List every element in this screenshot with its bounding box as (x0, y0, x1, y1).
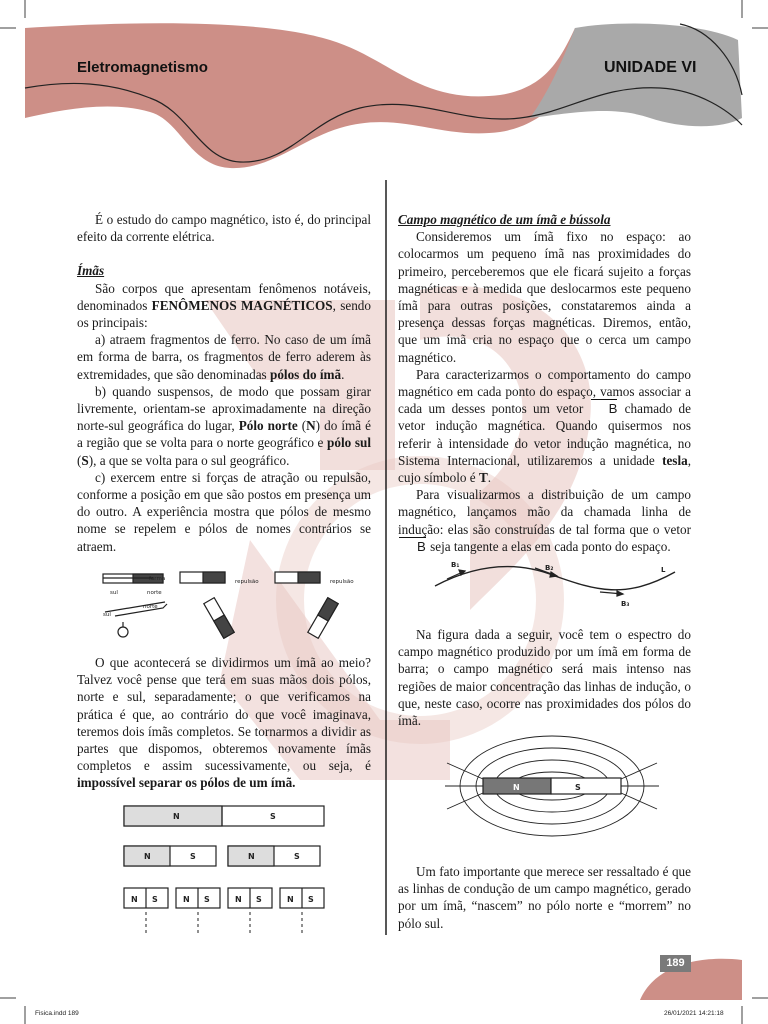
svg-text:S: S (190, 852, 196, 861)
svg-text:N: N (144, 852, 151, 861)
svg-text:S: S (204, 895, 210, 904)
svg-text:forma: forma (149, 576, 166, 582)
label-b3: B₃ (621, 600, 630, 608)
item-c: c) exercem entre si forças de atração ou repulsão, conforme a posição em que são postos em presença um do outro. A experiência mostra que pólos de mesmo nome se repelem e pólos de nomes contrários se atraem. (77, 469, 371, 554)
svg-text:N: N (183, 895, 190, 904)
footer-file-name: Fisica.indd 189 (35, 1010, 79, 1017)
svg-text:N: N (131, 895, 138, 904)
right-column (398, 211, 691, 555)
vector-b-symbol: B (398, 538, 427, 555)
induction-line (435, 567, 675, 590)
item-b: b) quando suspensos, de modo que possam girar livremente, orientam-se aproximadamente na direção norte-sul geográfica do lugar, Pólo norte (N) do ímã é a região que se volta para o norte geográfico e pólo sul (S), a que se volta para o sul geográfico. (77, 383, 371, 468)
paragraph-nascem-morrem: Um fato importante que merece ser ressaltado é que as linhas de condução de um campo magnético, gerado por um ímã, “nascem” no pólo norte e “morrem” no pólo sul. (398, 864, 691, 931)
bar-magnet-field-figure (445, 733, 660, 843)
induction-line-figure (425, 550, 685, 612)
paragraph-ima-fixo: Consideremos um ímã fixo no espaço: ao colocarmos um pequeno ímã nas proximidades do primeiro, perceberemos que ele ficará sujeito a forças magnéticas e à medida que deslocarmos este pequeno ímã para outras posições, constataremos ainda a presença dessas forças magnéticas. Diremos, então, que um ímã cria no espaço que o cerca um campo magnético. (398, 229, 691, 365)
footer-rose-shape (640, 959, 742, 1000)
intro-paragraph: É o estudo do campo magnético, isto é, do principal efeito da corrente elétrica. (77, 212, 371, 245)
left-column (77, 211, 371, 555)
paragraph-espectro: Na figura dada a seguir, você tem o espectro do campo magnético produzido por um ímã em forma de barra; o campo magnético será mais intenso nas regiões de maior concentração das linhas de indução, o que, neste caso, ocorre nas proximidades dos pólos do ímã. (398, 627, 691, 729)
magnet-s-label: S (270, 812, 276, 821)
svg-text:repulsão: repulsão (330, 579, 354, 585)
section-title-campo: Campo magnético de um ímã e bússola (398, 212, 611, 227)
page-number: 189 (660, 955, 691, 972)
item-a: a) atraem fragmentos de ferro. No caso de um ímã em forma de barra, os fragmentos de ferro aderem às extremidades, que são denominadas pólos do ímã. (77, 332, 371, 382)
right-column-lower (398, 863, 691, 932)
right-column-middle (398, 626, 691, 729)
paragraph-fenomenos: São corpos que apresentam fenômenos notáveis, denominados FENÔMENOS MAGNÉTICOS, sendo os principais: (77, 280, 371, 331)
svg-text:N: N (235, 895, 242, 904)
svg-text:S: S (294, 852, 300, 861)
paragraph-linha-inducao: Para visualizarmos a distribuição de um campo magnético, lançamos mão da chamada linha de indução: elas são construídas de tal forma que o vetor B seja tangente a elas em cada ponto do espaço. (398, 487, 691, 554)
svg-text:N: N (513, 783, 520, 792)
svg-text:norte: norte (147, 590, 162, 596)
label-b1: B₁ (451, 561, 460, 569)
svg-text:S: S (575, 783, 581, 792)
magnet-division-figure (120, 800, 330, 938)
paragraph-dividir-ima: O que acontecerá se dividirmos um ímã ao meio? Talvez você pense que terá em suas mãos dois pólos, norte e sul, separadamente; o que verificamos na prática é que, ao contrário do que você imaginava, teremos dois ímãs completos. Se tornarmos a dividir as partes que dispomos, obteremos novamente ímãs completos e assim sucessivamente, ou seja, é impossível separar os pólos de um ímã. (77, 655, 371, 791)
left-column-lower (77, 654, 371, 792)
chapter-title: Eletromagnetismo (77, 59, 208, 76)
svg-text:sul: sul (103, 612, 111, 618)
footer-timestamp: 26/01/2021 14:21:18 (664, 1010, 724, 1017)
magnet-n-label: N (173, 812, 180, 821)
svg-text:N: N (287, 895, 294, 904)
bar-magnet-south (551, 778, 621, 794)
svg-text:N: N (248, 852, 255, 861)
svg-text:repulsão: repulsão (235, 579, 259, 585)
label-l: L (661, 566, 666, 574)
svg-text:sul: sul (110, 590, 118, 596)
section-title-imas: Ímãs (77, 263, 105, 279)
magnet-interaction-figure (95, 550, 355, 645)
vector-b-symbol: B (590, 400, 619, 417)
label-b2: B₂ (545, 564, 554, 572)
svg-text:S: S (308, 895, 314, 904)
header-rose-shape (25, 23, 590, 168)
svg-text:norte: norte (143, 604, 158, 610)
svg-text:S: S (256, 895, 262, 904)
unit-title: UNIDADE VI (604, 59, 697, 76)
svg-text:S: S (152, 895, 158, 904)
paragraph-vetor-inducao: Para caracterizarmos o comportamento do campo magnético em cada ponto do espaço, vamos associar a cada um desses pontos um vetor B chamado de vetor indução magnética. Quando quisermos nos referir à intensidade do vetor indução magnética, no Sistema Internacional, utilizaremos a unidade tesla, cujo símbolo é T. (398, 366, 692, 486)
